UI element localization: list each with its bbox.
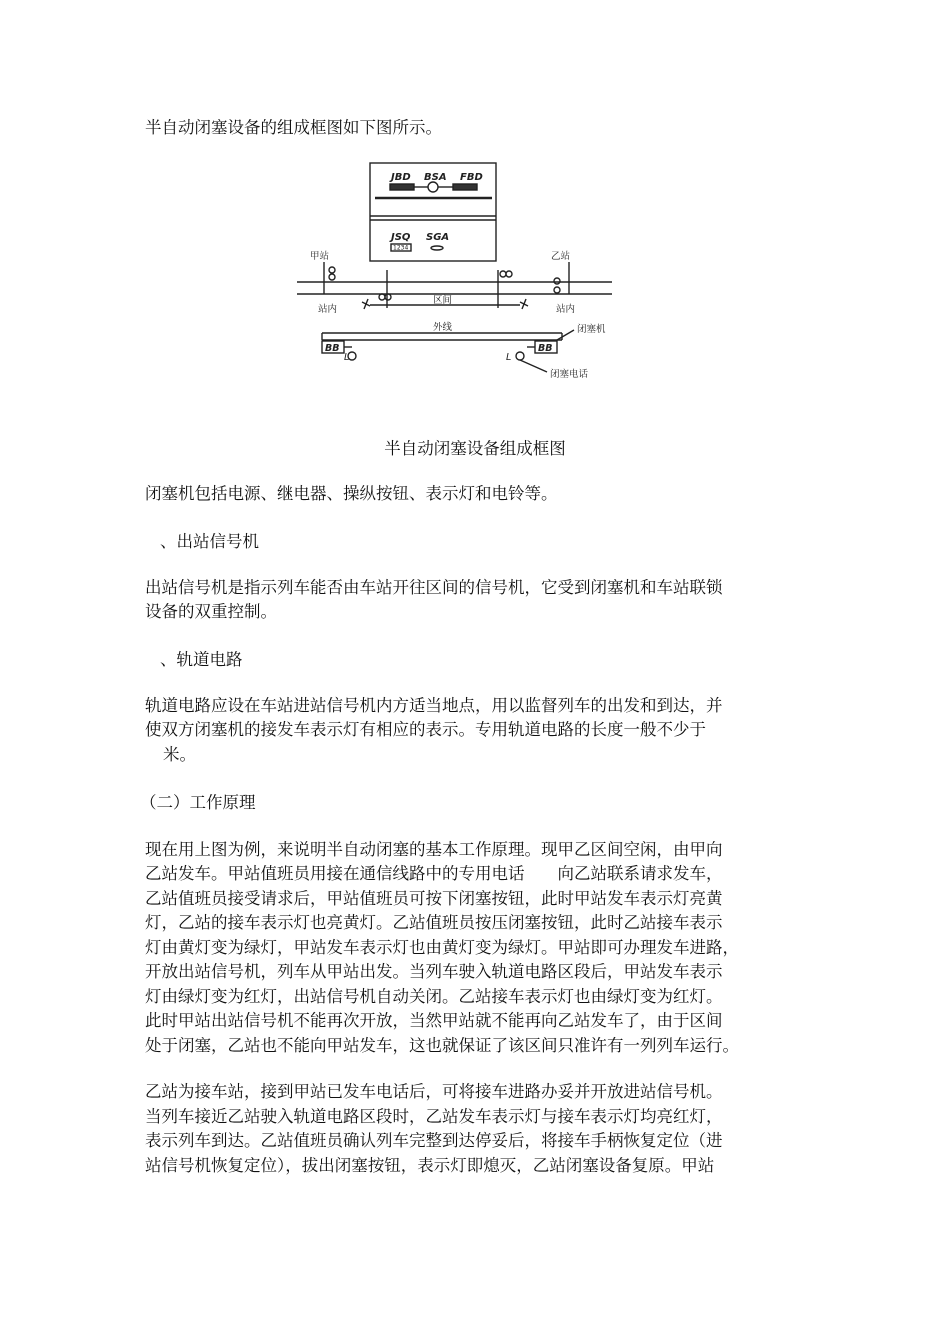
- principle-line-4: 灯，乙站的接车表示灯也亮黄灯。乙站值班员按压闭塞按钮，此时乙站接车表示: [145, 913, 723, 932]
- heading-working-principle: （二）工作原理: [140, 793, 256, 812]
- block-phone-label: 闭塞电话: [550, 369, 589, 380]
- jbd-label: JBD: [391, 172, 411, 183]
- exit-signal-line-1: 出站信号机是指示列车能否由车站开往区间的信号机，它受到闭塞机和车站联锁: [145, 578, 723, 597]
- inside-left-label: 站内: [318, 304, 338, 315]
- receive-line-4: 站信号机恢复定位），拔出闭塞按钮，表示灯即熄灭，乙站闭塞设备复原。甲站: [145, 1156, 715, 1175]
- track-circuit-line-3: 米。: [163, 745, 196, 764]
- receive-line-1: 乙站为接车站，接到甲站已发车电话后，可将接车进路办妥并开放进站信号机。: [145, 1082, 723, 1101]
- sga-label: SGA: [426, 232, 450, 243]
- jsq-label: JSQ: [391, 232, 411, 243]
- track-circuit-line-2: 使双方闭塞机的接发车表示灯有相应的表示。专用轨道电路的长度一般不少于: [145, 720, 706, 739]
- l-left-label: L: [344, 352, 350, 363]
- paragraph-block-machine: 闭塞机包括电源、继电器、操纵按钮、表示灯和电铃等。: [145, 484, 558, 503]
- block-machine-label: 闭塞机: [577, 324, 606, 335]
- principle-line-3: 乙站值班员接受请求后，甲站值班员可按下闭塞按钮，此时甲站发车表示灯亮黄: [145, 889, 723, 908]
- bb-right-label: BB: [538, 343, 553, 354]
- receive-line-3: 表示列车到达。乙站值班员确认列车完整到达停妥后，将接车手柄恢复定位（进: [145, 1131, 723, 1150]
- l-right-label: L: [506, 352, 512, 363]
- heading-track-circuit: 、轨道电路: [160, 650, 243, 669]
- principle-line-9: 处于闭塞，乙站也不能向甲站发车，这也就保证了该区间只准许有一列列车运行。: [145, 1036, 739, 1055]
- bb-left-label: BB: [325, 343, 340, 354]
- fbd-label: FBD: [460, 172, 483, 183]
- principle-line-6: 开放出站信号机，列车从甲站出发。当列车驶入轨道电路区段后，甲站发车表示: [145, 962, 723, 981]
- bsa-label: BSA: [424, 172, 447, 183]
- outer-line-label: 外线: [433, 322, 453, 333]
- block-equipment-diagram: [292, 160, 622, 385]
- exit-signal-line-2: 设备的双重控制。: [145, 602, 277, 621]
- heading-exit-signal: 、出站信号机: [160, 532, 259, 551]
- principle-line-8: 此时甲站出站信号机不能再次开放，当然甲站就不能再向乙站发车了，由于区间: [145, 1011, 723, 1030]
- principle-line-5: 灯由黄灯变为绿灯，甲站发车表示灯也由黄灯变为绿灯。甲站即可办理发车进路，: [145, 938, 739, 957]
- principle-line-2: 乙站发车。甲站值班员用接在通信线路中的专用电话 向乙站联系请求发车，: [145, 864, 723, 883]
- intro-text: 半自动闭塞设备的组成框图如下图所示。: [145, 118, 442, 137]
- jsq-display: 1234: [393, 244, 409, 252]
- station-a-label: 甲站: [310, 251, 330, 262]
- receive-line-2: 当列车接近乙站驶入轨道电路区段时，乙站发车表示灯与接车表示灯均亮红灯，: [145, 1107, 723, 1126]
- principle-line-7: 灯由绿灯变为红灯，出站信号机自动关闭。乙站接车表示灯也由绿灯变为红灯。: [145, 987, 723, 1006]
- section-label: 区间: [433, 295, 453, 306]
- track-circuit-line-1: 轨道电路应设在车站进站信号机内方适当地点，用以监督列车的出发和到达，并: [145, 696, 723, 715]
- principle-line-1: 现在用上图为例，来说明半自动闭塞的基本工作原理。现甲乙区间空闲，由甲向: [145, 840, 723, 859]
- figure-caption: 半自动闭塞设备组成框图: [384, 439, 566, 458]
- inside-right-label: 站内: [556, 304, 576, 315]
- station-b-label: 乙站: [551, 251, 571, 262]
